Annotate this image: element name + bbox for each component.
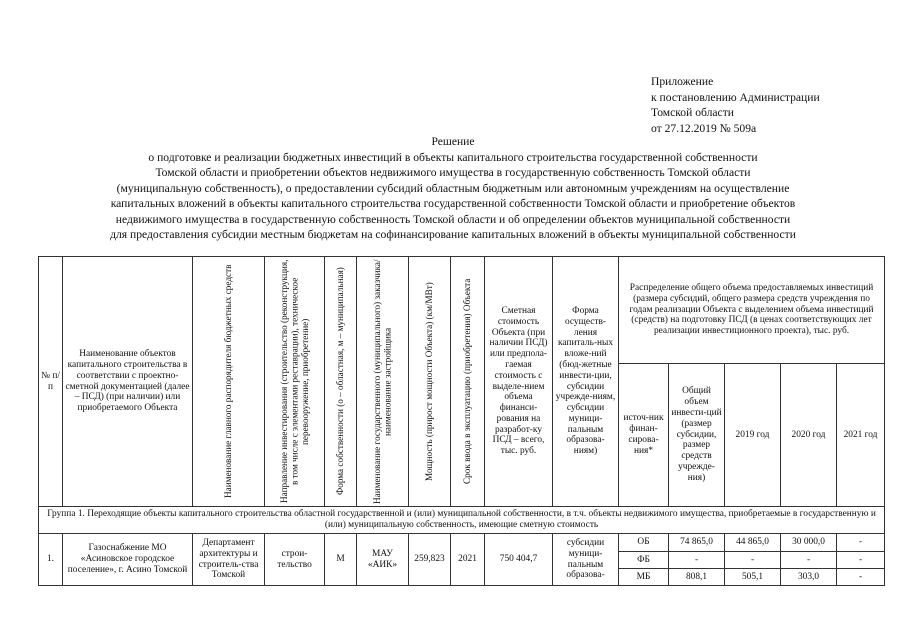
cell-2021: - <box>837 552 885 569</box>
row-ownership: М <box>325 534 357 586</box>
title-line: о подготовке и реализации бюджетных инвестиций в объекты капитального строительства государственной собственности <box>148 150 758 164</box>
header-direction <box>265 257 325 507</box>
appendix-date: от 27.12.2019 № 509а <box>651 121 757 135</box>
header-capacity <box>409 257 451 507</box>
cell-2019: 44 865,0 <box>725 534 781 552</box>
title-line: Томской области и приобретении объектов недвижимого имущества в государственную собственность Томской области <box>155 166 751 179</box>
header-term <box>451 257 485 507</box>
cell-2021: - <box>837 569 885 586</box>
cell-2021: - <box>837 534 885 552</box>
header-2021: 2021 год <box>837 364 885 507</box>
cell-2020: 30 000,0 <box>781 534 837 552</box>
source-mb: МБ <box>619 569 669 586</box>
cell-2020: 303,0 <box>781 569 837 586</box>
row-term: 2021 <box>451 534 485 586</box>
appendix-block <box>651 74 820 136</box>
row-form: субсидии муници-пальным образова- <box>553 534 619 586</box>
cell-total: 74 865,0 <box>669 534 725 552</box>
header-ownership <box>325 257 357 507</box>
appendix-line: Томской области <box>651 106 734 119</box>
row-num: 1. <box>39 534 63 586</box>
title-line: капитальных вложений в объекты капитального строительства государственной собственности Томской области и приобретение объектов <box>110 197 796 210</box>
header-source: источ-ник финан-сирова-ния* <box>619 364 669 507</box>
header-form: Форма осуществ-ления капиталь-ных вложе-ний (бюд-жетные инвести-ции, субсидии учрежде-ниям, субсидии муници-пальным образова-ниям) <box>553 257 619 507</box>
header-distribution: Распределение общего объема предоставляемых инвестиций (размера субсидий, общего размера средств учреждения по годам реализации Объекта с выделением объема инвестиций (средств) на подготовку ПСД (в ценах соответствующих лет реализации инвестиционного проекта), тыс. руб. <box>619 257 885 364</box>
header-ownership-text: Форма собственности (о – областная, м – муниципальная) <box>335 267 346 496</box>
row-cost: 750 404,7 <box>485 534 553 586</box>
row-direction: строи-тельство <box>265 534 325 586</box>
header-2020: 2020 год <box>781 364 837 507</box>
header-cost: Сметная стоимость Объекта (при наличии ПСД) или предпола-гаемая стоимость с выделе-нием объема финанси-рования на разработ-ку ПСД – всего, тыс. руб. <box>485 257 553 507</box>
title-heading: Решение <box>431 135 475 148</box>
header-customer-text: Наименование государственного (муниципального) заказчика/наименование застройщика <box>372 259 393 504</box>
row-name: Газоснабжение МО «Асиновское городское поселение», г. Асино Томской <box>63 534 193 586</box>
header-total: Общий объем инвести-ций (размер субсидии, размер средств учрежде-ния) <box>669 364 725 507</box>
cell-total: 808,1 <box>669 569 725 586</box>
title-line: недвижимого имущества в государственную собственность Томской области и об определении объектов муниципальной собственности <box>115 212 791 226</box>
row-capacity: 259,823 <box>409 534 451 586</box>
header-grbs <box>193 257 265 507</box>
cell-2020: - <box>781 552 837 569</box>
cell-2019: - <box>725 552 781 569</box>
appendix-line: Приложение <box>651 75 714 88</box>
cell-2019: 505,1 <box>725 569 781 586</box>
row-customer: МАУ «АИК» <box>357 534 409 586</box>
header-direction-text: Направление инвестирования (строительство (реконструкция, в том числе с элементами реставрации), техническое перевооружение, приобретение) <box>278 259 310 504</box>
header-name: Наименование объектов капитального строительства в соответствии с проектно-сметной документацией (далее – ПСД) (при наличии) или приобретаемого Объекта <box>63 257 193 507</box>
header-term-text: Срок ввода в эксплуатацию (приобретения) Объекта <box>462 278 473 485</box>
header-2019: 2019 год <box>725 364 781 507</box>
title-line: (муниципальную собственность), о предоставлении субсидий областным бюджетным или автономным учреждениям на осуществление <box>116 181 790 195</box>
cell-total: - <box>669 552 725 569</box>
table-row <box>39 534 885 552</box>
header-capacity-text: Мощность (прирост мощности Объекта) (км/МВт) <box>424 282 435 481</box>
investment-table <box>38 256 885 586</box>
appendix-line: к постановлению Администрации <box>651 90 820 104</box>
source-fb: ФБ <box>619 552 669 569</box>
group-1-heading: Группа 1. Переходящие объекты капитального строительства областной государственной и (или) муниципальной собственности, в т.ч. объекты недвижимого имущества, приобретаемые в государственную и (или) муниципальную собственность, имеющие сметную стоимость <box>39 507 885 534</box>
header-num: № п/п <box>39 257 63 507</box>
document-title <box>40 134 866 243</box>
header-customer <box>357 257 409 507</box>
header-grbs-text: Наименование главного распорядителя бюджетных средств <box>223 264 234 499</box>
source-ob: ОБ <box>619 534 669 552</box>
row-grbs: Департамент архитектуры и строитель-ства Томской <box>193 534 265 586</box>
title-line: для предоставления субсидии местным бюджетам на софинансирование капитальных вложений в объекты муниципальной собственности <box>110 228 796 241</box>
